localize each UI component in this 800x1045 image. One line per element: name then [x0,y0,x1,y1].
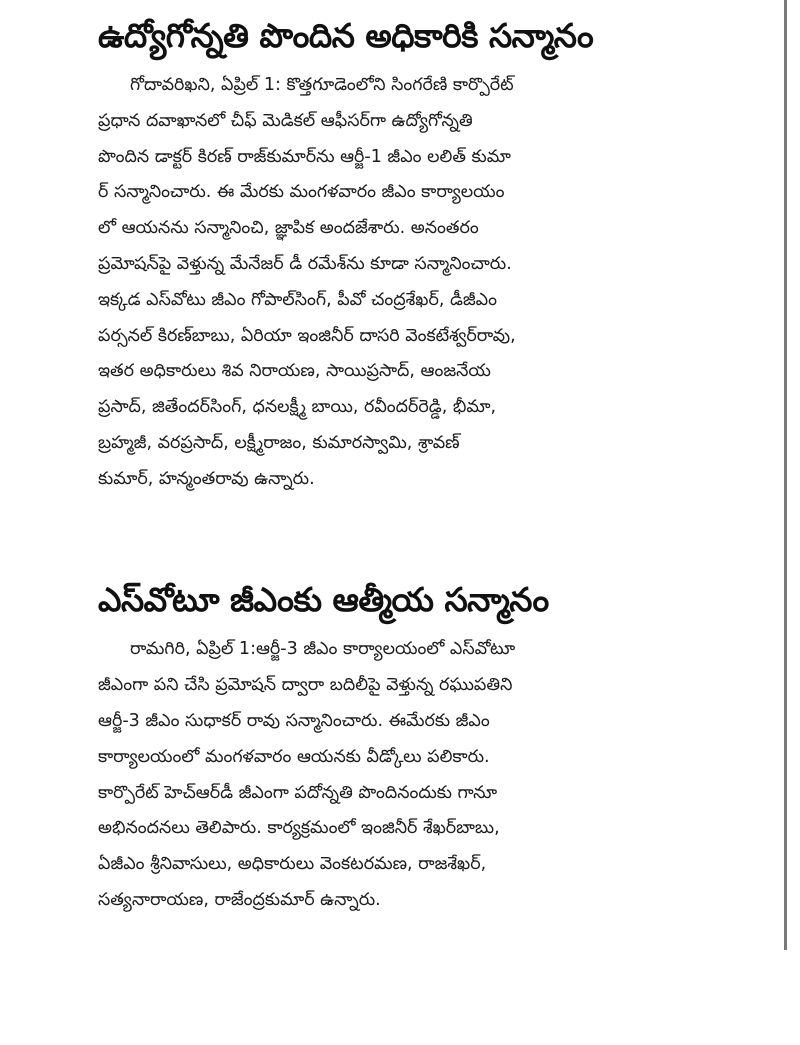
body-line: ఇతర అధికారులు శివ నిరాయణ, సాయిప్రసాద్, ఆంజనేయ [98,361,491,382]
article-body [98,68,748,498]
body-line: ఏజీఎం శ్రీనివాసులు, అధికారులు వెంకటరమణ, రాజశేఖర్, [98,854,487,875]
body-line: ఆర్జీ-3 జీఎం సుధాకర్ రావు సన్మానించారు. ఈమేరకు జీఎం [98,710,490,731]
body-line: లో ఆయనను సన్మానించి, జ్ఞాపిక అందజేశారు. అనంతరం [98,218,479,239]
body-line: గోదావరిఖని, ఏప్రిల్ 1: కొత్తగూడెంలోని సింగరేణి కార్పొరేట్ [130,75,514,95]
body-line: పొందిన డాక్టర్ కిరణ్ రాజ్‌కుమార్‌ను ఆర్జీ-1 జీఎం లలిత్ కుమా [98,146,511,167]
body-line: రామగిరి, ఏప్రిల్ 1:ఆర్జీ-3 జీఎం కార్యాలయంలో ఎస్‌వోటూ [130,639,516,659]
body-line: పర్సనల్ కిరణ్‌బాబు, ఏరియా ఇంజినీర్ దాసరి వెంకటేశ్వర్‌రావు, [98,325,516,346]
body-line: జీఎంగా పని చేసి ప్రమోషన్ ద్వారా బదిలీపై వెళ్తున్న రఘుపతిని [98,674,513,695]
body-line: ఇక్కడ ఎస్‌వోటు జీఎం గోపాల్‌సింగ్, పీవో చంద్రశేఖర్, డీజీఎం [98,289,497,310]
body-line: కార్పొరేట్ హెచ్‌ఆర్‌డీ జీఎంగా పదోన్నతి పొందినందుకు గానూ [98,782,498,803]
body-line: అభినందనలు తెలిపారు. కార్యక్రమంలో ఇంజినీర్ శేఖర్‌బాబు, [98,818,500,839]
news-article [98,574,748,919]
body-line: ప్రసాద్, జితేందర్‌సింగ్, ధనలక్ష్మీ బాయి, రవీందర్‌రెడ్డి, భీమా, [98,397,497,418]
body-line: కుమార్, హన్మంతరావు ఉన్నారు. [98,468,315,489]
body-line: ప్రధాన దవాఖానలో చీఫ్ మెడికల్ ఆఫీసర్‌గా ఉద్యోగోన్నతి [98,110,473,131]
body-line: ప్రమోషన్‌పై వెళ్తున్న మేనేజర్ డీ రమేశ్‌ను కూడా సన్మానించారు. [98,253,512,274]
column-divider [784,0,787,950]
news-article [98,10,748,498]
article-body [98,632,748,919]
article-headline: ఉద్యోగోన్నతి పొందిన అధికారికి సన్మానం [98,16,594,55]
body-line: కార్యాలయంలో మంగళవారం ఆయనకు వీడ్కోలు పలికారు. [98,746,490,767]
body-line: ర్ సన్మానించారు. ఈ మేరకు మంగళవారం జీఎం కార్యాలయం [98,182,505,203]
body-line: బ్రహ్మజీ, వరప్రసాద్, లక్ష్మీరాజం, కుమారస్వామి, శ్రావణ్ [98,432,460,453]
body-line: సత్యనారాయణ, రాజేంద్రకుమార్ ఉన్నారు. [98,890,381,911]
article-headline: ఎస్‌వోటూ జీఎంకు ఆత్మీయ సన్మానం [98,580,549,619]
